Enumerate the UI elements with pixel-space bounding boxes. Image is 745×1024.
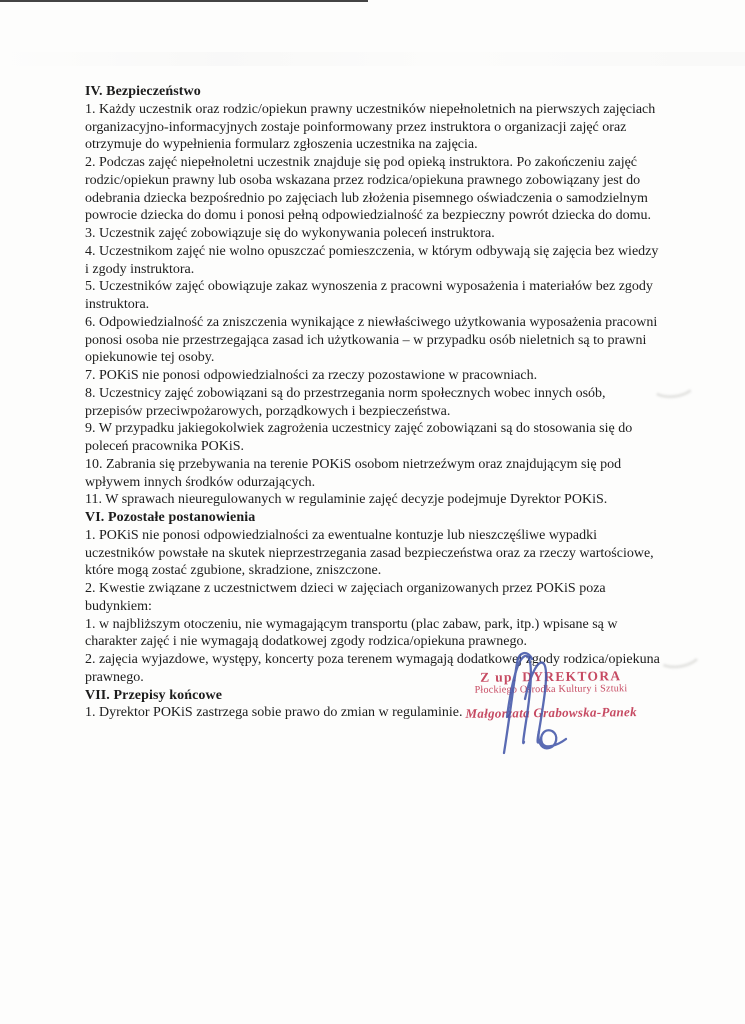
stamp-signer-name: Małgorzata Grabowska-Panek bbox=[465, 704, 637, 721]
paragraph-iv-7: 7. POKiS nie ponosi odpowiedzialności za rzeczy pozostawione w pracowniach. bbox=[85, 368, 538, 383]
paragraph-vi-1: 1. POKiS nie ponosi odpowiedzialności za ewentualne kontuzje lub nieszczęśliwe wypadki uczestników powstałe na skutek nieprzestrzegania zasad bezpieczeństwa oraz za rzeczy wartościowe, które mogą zostać zgubione, skradzione, zniszczone. bbox=[85, 527, 654, 579]
paragraph-iv-4: 4. Uczestnikom zajęć nie wolno opuszczać pomieszczenia, w którym odbywają się zajęcia bez wiedzy i zgody instruktora. bbox=[85, 243, 659, 277]
section-heading-iv: IV. Bezpieczeństwo bbox=[85, 84, 201, 99]
paragraph-iv-10: 10. Zabrania się przebywania na terenie POKiS osobom nietrzeźwym oraz znajdującym się pod wpływem innych środków odurzających. bbox=[85, 456, 622, 490]
stamp-organization: Płockiego Ośrodka Kultury i Sztuki bbox=[474, 683, 628, 696]
paragraph-vi-2b: 2. zajęcia wyjazdowe, występy, koncerty poza terenem wymagają dodatkowej zgody rodzica/opiekuna prawnego. bbox=[85, 652, 660, 685]
handwritten-signature bbox=[486, 643, 580, 761]
paragraph-iv-1: 1. Każdy uczestnik oraz rodzic/opiekun prawny uczestników niepełnoletnich na pierwszych zajęciach organizacyjno-informacyjnych zostaje poinformowany przez instruktora o organizacji zajęć oraz otrzymuje do wypełnienia formularz zgłoszenia uczestnika na zajęcia. bbox=[85, 101, 656, 153]
stamp-title: Z up. DYREKTORA bbox=[480, 668, 622, 685]
section-heading-vii: VII. Przepisy końcowe bbox=[85, 687, 223, 703]
paragraph-vii-1: 1. Dyrektor POKiS zastrzega sobie prawo do zmian w regulaminie. bbox=[85, 705, 463, 721]
paragraph-vi-2: 2. Kwestie związane z uczestnictwem dzieci w zajęciach organizowanych przez POKiS poza budynkiem: bbox=[85, 581, 606, 614]
section-heading-vi: VI. Pozostałe postanowienia bbox=[85, 510, 256, 525]
scan-edge-artifact bbox=[0, 0, 368, 2]
document-body bbox=[85, 83, 664, 722]
paragraph-vi-2a: 1. w najbliższym otoczeniu, nie wymagającym transportu (plac zabaw, park, itp.) wpisane są w charakter zajęć i nie wymagają dodatkowej zgody rodzica/opiekuna prawnego. bbox=[85, 616, 618, 650]
paragraph-iv-3: 3. Uczestnik zajęć zobowiązuje się do wykonywania poleceń instruktora. bbox=[85, 226, 495, 241]
paragraph-iv-6: 6. Odpowiedzialność za zniszczenia wynikające z niewłaściwego użytkowania wyposażenia pracowni ponosi osoba nie przestrzegająca zasad ich użytkowania – w przypadku osób nieletnich są to prawni opiekunowie tej osoby. bbox=[85, 314, 658, 366]
paragraph-iv-11: 11. W sprawach nieuregulowanych w regulaminie zajęć decyzje podejmuje Dyrektor POKiS. bbox=[85, 492, 608, 508]
paragraph-iv-8: 8. Uczestnicy zajęć zobowiązani są do przestrzegania norm społecznych wobec innych osób, przepisów przeciwpożarowych, porządkowych i bezpieczeństwa. bbox=[85, 385, 606, 419]
paragraph-iv-5: 5. Uczestników zajęć obowiązuje zakaz wynoszenia z pracowni wyposażenia i materiałów bez zgody instruktora. bbox=[85, 279, 653, 312]
paragraph-iv-9: 9. W przypadku jakiegokolwiek zagrożenia uczestnicy zajęć zobowiązani są do stosowania się do poleceń pracownika POKiS. bbox=[85, 421, 633, 454]
paragraph-iv-2: 2. Podczas zajęć niepełnoletni uczestnik znajduje się pod opieką instruktora. Po zakończeniu zajęć rodzic/opiekun prawny lub osoba wskazana przez rodzica/opiekuna prawnego zobowiązany jest do odebrania dziecka bezpośrednio po zajęciach lub złożenia pisemnego oświadczenia o samodzielnym powrocie dziecka do domu i ponosi pełną odpowiedzialność za bezpieczny powrót dziecka do domu. bbox=[85, 155, 652, 224]
scan-noise-artifact bbox=[0, 52, 745, 66]
signature-strokes bbox=[504, 653, 566, 753]
